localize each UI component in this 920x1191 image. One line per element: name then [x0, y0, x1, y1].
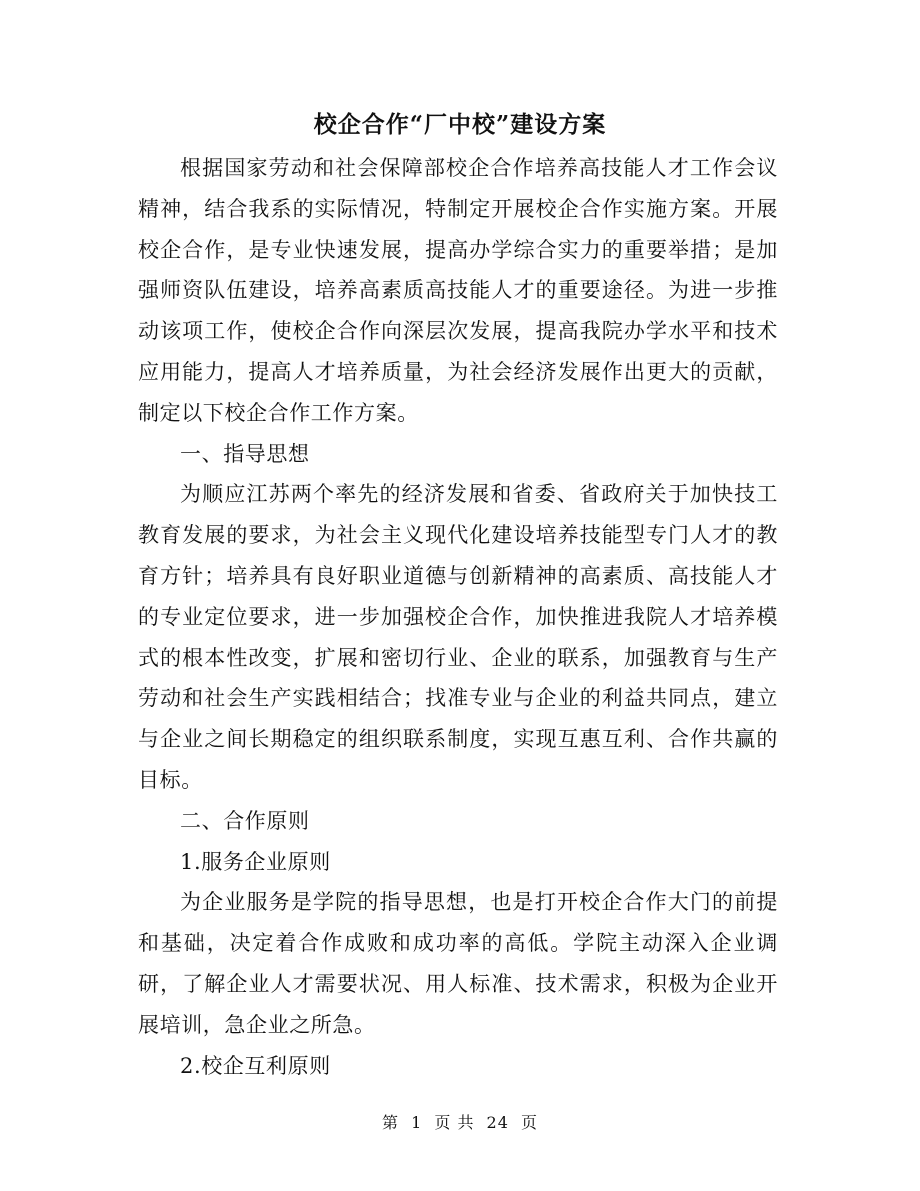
subheading-mutual-benefit: 2.校企互利原则: [180, 1053, 331, 1078]
document-body: [138, 148, 778, 1086]
section-heading-guiding-ideology: 一、指导思想: [180, 441, 310, 466]
footer-middle: 页 共: [434, 1113, 475, 1132]
guiding-ideology-paragraph: 为顺应江苏两个率先的经济发展和省委、省政府关于加快技工教育发展的要求，为社会主义现代化建设培养技能型专门人才的教育方针；培养具有良好职业道德与创新精神的高素质、高技能人才的专业定位要求，进一步加强校企合作，加快推进我院人才培养模式的根本性改变，扩展和密切行业、企业的联系，加强教育与生产劳动和社会生产实践相结合；找准专业与企业的利益共同点，建立与企业之间长期稳定的组织联系制度，实现互惠互利、合作共赢的目标。: [138, 482, 778, 792]
footer-suffix: 页: [521, 1113, 539, 1132]
intro-paragraph: 根据国家劳动和社会保障部校企合作培养高技能人才工作会议精神，结合我系的实际情况，特制定开展校企合作实施方案。开展校企合作，是专业快速发展，提高办学综合实力的重要举措；是加强师资队伍建设，培养高素质高技能人才的重要途径。为进一步推动该项工作，使校企合作向深层次发展，提高我院办学水平和技术应用能力，提高人才培养质量，为社会经济发展作出更大的贡献，制定以下校企合作工作方案。: [138, 156, 778, 425]
footer-prefix: 第: [381, 1113, 399, 1132]
footer-total-pages: 24: [486, 1113, 509, 1132]
footer-page-number: 1: [411, 1113, 423, 1132]
page-footer: [0, 1111, 920, 1135]
serve-enterprise-paragraph: 为企业服务是学院的指导思想，也是打开校企合作大门的前提和基础，决定着合作成败和成功率的高低。学院主动深入企业调研，了解企业人才需要状况、用人标准、技术需求，积极为企业开展培训，急企业之所急。: [138, 890, 778, 1037]
document-title: 校企合作“厂中校”建设方案: [313, 111, 607, 138]
subheading-serve-enterprise: 1.服务企业原则: [180, 849, 331, 874]
section-heading-cooperation-principles: 二、合作原则: [180, 808, 310, 833]
